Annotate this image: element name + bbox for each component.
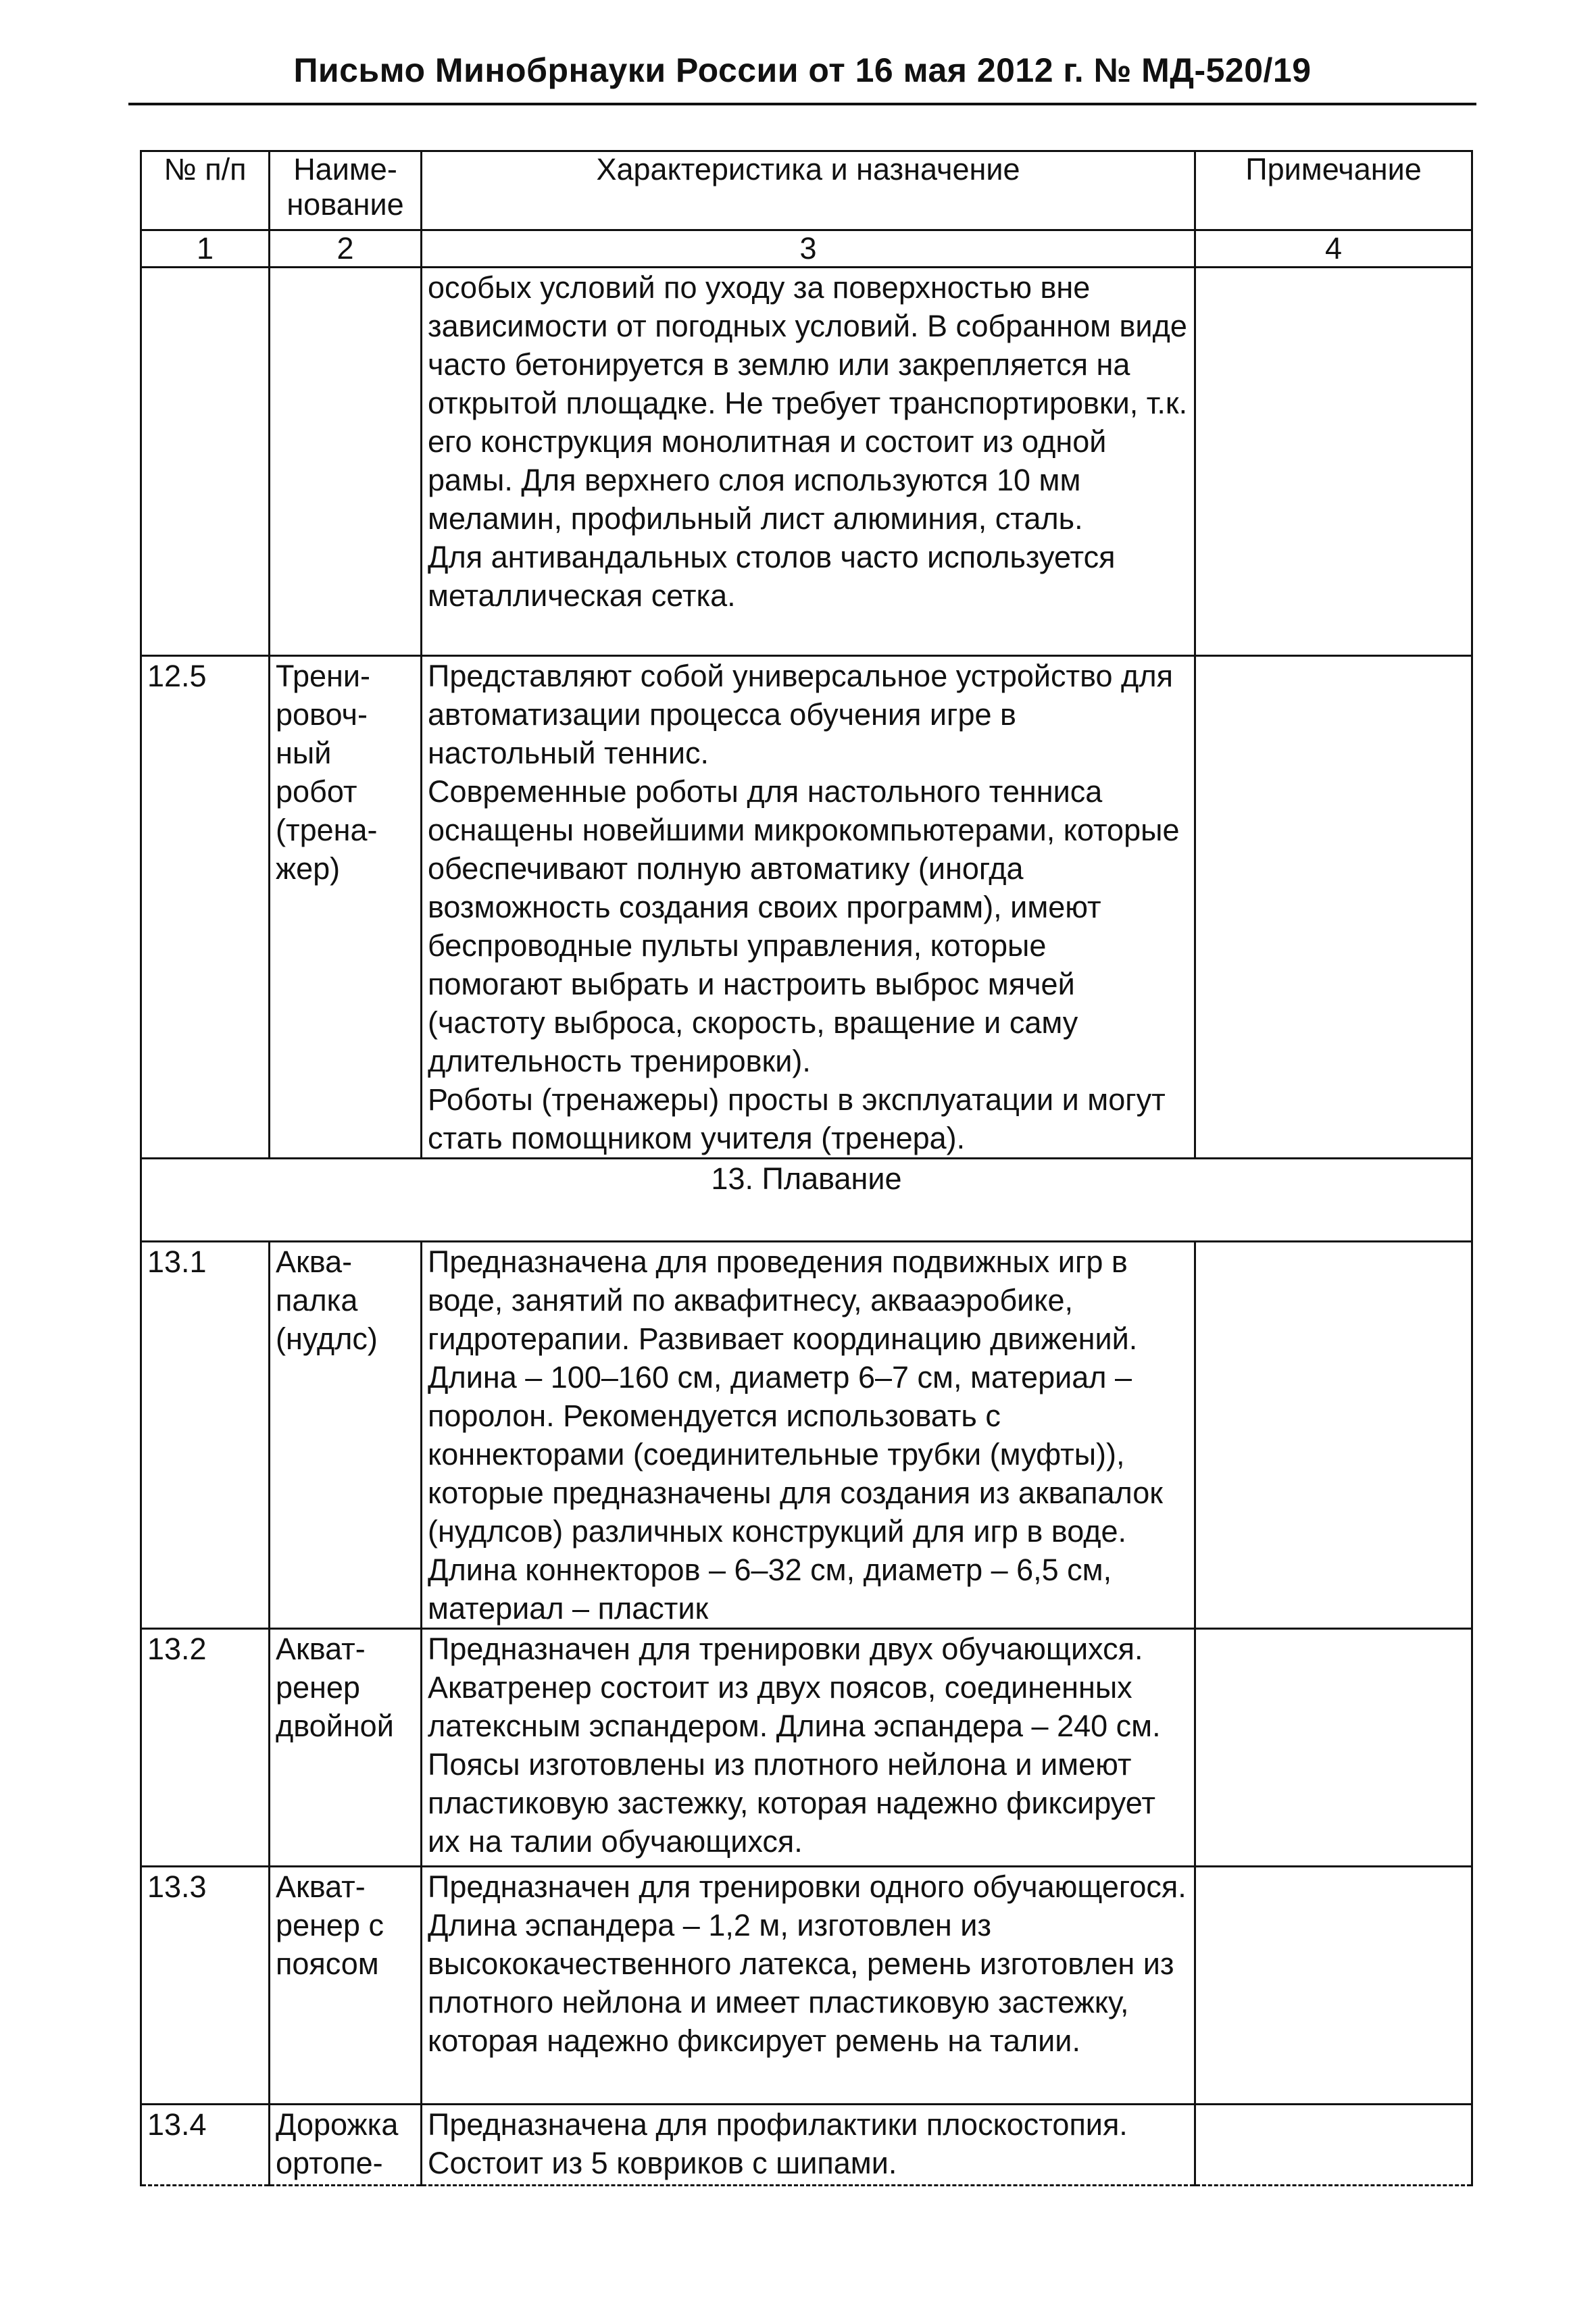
row-desc: Предназначен для тренировки одного обучающегося. Длина эспандера – 1,2 м, изготовлен из высококачественного латекса, ремень изготовлен из плотного нейлона и имеет пластиковую застежку, которая надежно фиксирует ремень на талии. [422,1867,1195,2105]
table-row [141,1867,1472,2105]
row-note [1195,1867,1472,2105]
row-num: 13.1 [141,1242,270,1629]
row-name: Акват-ренер двойной [270,1629,422,1867]
page-header: Письмо Минобрнауки России от 16 мая 2012 г. № МД-520/19 [293,51,1312,89]
desc-paragraph: Современные роботы для настольного тенниса оснащены новейшими микрокомпьютерами, которые обеспечивают полную автоматику (иногда возможность создания своих программ), имеют беспроводные пульты управления, которые помогают выбрать и настроить выброс мячей (частоту выброса, скорость, вращение и саму длительность тренировки). [428,774,1180,1078]
row-note [1195,656,1472,1159]
row-name: Трени-ровоч-ный робот (трена-жер) [270,656,422,1159]
desc-paragraph: Представляют собой универсальное устройство для автоматизации процесса обучения игре в настольный теннис. [428,659,1173,770]
desc-paragraph: Роботы (тренажеры) просты в эксплуатации и могут стать помощником учителя (тренера). [428,1082,1166,1155]
row-desc: Предназначена для профилактики плоскостопия. Состоит из 5 ковриков с шипами. [422,2105,1195,2186]
row-name [270,268,422,656]
row-name: Дорожка ортопе- [270,2105,422,2186]
section-title: 13. Плавание [141,1159,1472,1242]
row-note [1195,1242,1472,1629]
col-number-1: 1 [141,230,270,268]
row-note [1195,2105,1472,2186]
row-desc [422,268,1195,656]
header-name: Наиме-нование [270,151,422,230]
row-note [1195,1629,1472,1867]
table-row [141,1242,1472,1629]
table-row [141,656,1472,1159]
row-desc [422,656,1195,1159]
desc-paragraph: Для антивандальных столов часто используется металлическая сетка. [428,540,1116,613]
table-row [141,2105,1472,2186]
row-num: 12.5 [141,656,270,1159]
col-number-3: 3 [422,230,1195,268]
table-row [141,268,1472,656]
header-num: № п/п [141,151,270,230]
row-num: 13.3 [141,1867,270,2105]
row-name: Аква-палка (нудлс) [270,1242,422,1629]
row-num: 13.2 [141,1629,270,1867]
row-name: Акват-ренер с поясом [270,1867,422,2105]
table-header-row [141,151,1472,230]
row-desc: Предназначена для проведения подвижных игр в воде, занятий по аквафитнесу, аквааэробике, гидротерапии. Развивает координацию движений. Длина – 100–160 см, диаметр 6–7 см, материал – поролон. Рекомендуется использовать с коннекторами (соединительные трубки (муфты)), которые предназначены для создания из аквапалок (нудлсов) различных конструкций для игр в воде. Длина коннекторов – 6–32 см, диаметр – 6,5 см, материал – пластик [422,1242,1195,1629]
desc-paragraph: особых условий по уходу за поверхностью вне зависимости от погодных условий. В собранном виде часто бетонируется в землю или закрепляется на открытой площадке. Не требует транспортировки, т.к. его конструкция монолитная и состоит из одной рамы. Для верхнего слоя используются 10 мм меламин, профильный лист алюминия, сталь. [428,270,1188,536]
section-row [141,1159,1472,1242]
column-numbers-row [141,230,1472,268]
row-num [141,268,270,656]
row-desc: Предназначен для тренировки двух обучающихся. Акватренер состоит из двух поясов, соединенных латексным эспандером. Длина эспандера – 240 см. Поясы изготовлены из плотного нейлона и имеют пластиковую застежку, которая надежно фиксирует их на талии обучающихся. [422,1629,1195,1867]
row-note [1195,268,1472,656]
row-num: 13.4 [141,2105,270,2186]
table-row [141,1629,1472,1867]
header-desc: Характеристика и назначение [422,151,1195,230]
col-number-2: 2 [270,230,422,268]
header-rule [128,103,1476,105]
col-number-4: 4 [1195,230,1472,268]
equipment-table [140,150,1473,2186]
header-note: Примечание [1195,151,1472,230]
